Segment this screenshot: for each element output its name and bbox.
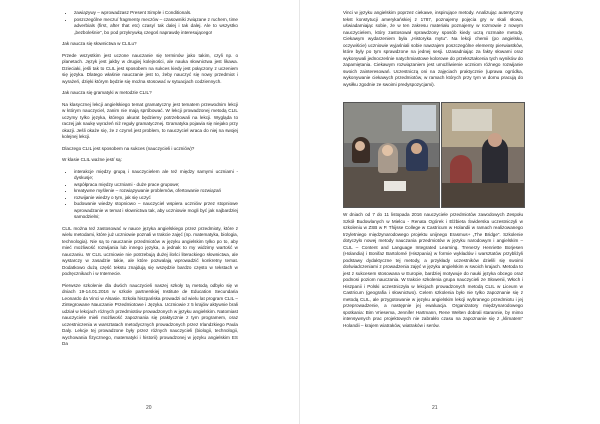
question-important: W klasie CLIL ważne jest/ są: — [62, 157, 122, 162]
important-bullet-2: • współpraca między uczniami - duże prace grupowe; — [74, 182, 238, 189]
intro-bullet-list — [62, 10, 238, 36]
important-bullet-5: • budowanie wiedzy stopniowo – nauczyciel wspiera uczniów przez stopniowe wprowadzanie w temat i słownictwa tak, aby uczniowie mogli być jak najbardziej samodzielni; — [74, 201, 238, 221]
paragraph-first-training: Pierwsze szkolenie dla dwóch nauczycieli naszej szkoły tą metodą odbyło się w dniach 19-14.01.2016 w szkole partnerskiej Institute de Education Secundaria Leonardo da Vinci w Alsasie. Szkoła hiszpańska prowadzi od wielu lat program CLIL – Zintegrowane Nauczanie Przedmiotowe i Języka. Uczniowie z 5 krajów aktywnie brali udział w lekcjach różnych przedmiotów prowadzonych w języku angielskim. Natomiast nauczyciele mieli możliwość zapoznania się praktycznie z tym programem, oraz uczestniczenia w warsztatach metodycznych prowadzonych przez Irlandzkiego Paula Daly. Lekcje tej prowadzone były przez różnych nauczycieli (biologii, technologii, wychowania fizycznego, matematyki i historii) prowadzonej w języku angielskim ES Da — [62, 282, 238, 346]
page-number-right: 21 — [432, 405, 438, 411]
left-column — [62, 10, 238, 353]
paragraph-clil-subjects: CLIL można też zastosować w nauce języka angielskiego przez przedmioty, które z wielu metodami, które już uczniowie poznali w trakcie zajęć (np. matematyka, biologia, technologia). Nie są to nauczanie przedmiotów w języku angielskim tylko po to, aby mieć możliwość rozwijania lub innego języka, a jednak to my widzimy wartość w nauczaniu. W CLIL uczniowie nie potrzebują dużej ilości literackiego słownictwa, ale wystarczy w zasadzie takie, ale które pozwalają wprowadzić konkretny temat. Dodatkowo dużą część tekstu znajdują się wszędzie bardzo często w tekstach w podręcznikach i w Internecie. — [62, 225, 238, 276]
question-vocabulary: Jak naucza się słownictwa w CLILu? — [62, 41, 137, 46]
question-grammar: Jak naucza się gramatyki w metodzie CLIL? — [62, 90, 152, 95]
intro-bullet-1: • zawiązywy – wprowadzasz Present Simple i Conditionals. — [74, 10, 238, 17]
page-number-left: 20 — [146, 405, 152, 411]
page-right — [300, 0, 600, 424]
classroom-teacher-photo-icon — [441, 102, 525, 208]
paragraph-castricum-training: W dniach od 7 do 11 listopada 2016 nauczyciele przedmiotów zawodowych Zespołu Szkół Budowlanych w Mielcu - Renata Ogórek i Elżbieta Świderska uczestniczyli w szkoleniu w ZSB w P. Thijsse College w Castricum w Holandii w ramach realizowanego trzyletniego międzynarodowego projektu unijnego Erasmus+ „The Bridge”. Szkolenie dotyczyło nowej metody nauczania przedmiotów w języku narodowym i angielskim –CLIL – Content and Language Integrated Learning. Trenerzy Henriette Borjesen (Holandia) i Bonifaz Bartolomé (Hiszpania) w formie wykładów i warsztatów przybliżyli podstawy dydaktyczne tej metody, a przykłady uczestników dzielili się swoimi doświadczeniami z prowadzenia zajęć w języku angielskim w swoich krajach. Metoda to jest z sukcesem stosowana w Europie, bardziej motywuje do nauki języka obcego oraz podnosi poziom nauczania. W trakcie szkolenia grupa nauczycieli ze Słowenii, Włoch i Hiszpanii i Polski uczestniczyła w lekcjach prowadzonych metodą CLIL w Liceum w Castricum (geografia i słownictwo). Celem szkolenia było nie tylko zapoznanie się z metodą CLIL, ale przygotowanie w języku angielskim lekcji wybranego przedmiotu i jej przeprowadzenie, a następnie jej ewaluacja. Organizatory międzynarodowego spotkania: Bim Vriesema, Jennifer Hartmann, Rene Welten dobrali starannie, by mimo intensywnych prac projektowych nie zabrakło czasu na zapoznanie się z „klimatem” Holandii – krajem wiatraków, wiatraków i serów. — [343, 212, 523, 328]
question-success: Dlaczego CLIL jest sposobem na sukces (nauczycieli i uczniów)? — [62, 145, 195, 151]
important-bullet-1: • interakcje między grupą i nauczycielem ale też między samymi uczniami - dyskusje; — [74, 169, 238, 182]
paragraph-vinci-lessons: Vinci w języku angielskim poprzez ciekawe, inspirujące metody. Analizując autentyczny tekst konstytucji amerykańskiej z 1787, poznajemy pojęcia gry w skali słowa, uświadamiając sobie, że w ten zakresu materiału poznajemy w rozmowie z nowym nauczycielem, który zastosował sprawdzony sposób kiedy uczą rozmaite metody. Ciekawym wydarzeniem była „Historyka mytu”. Na lekcji chemii (po angielsku, oczywiście) uczniowie wyjaśniali sobie nawzajem poszczególne elementy pierwiastków, które były po tym sprawdzone na jednej sesji. Uzasadniając za fakty słowami oraz wykonywali jednocześnie natychmiastowe kolorowe do przekształcenia tych wyników do zapamiętania. Ciekawym rozwiązaniem jest umożliwienie uczniom różnego rozwijanie swoich zainteresowań. Uczestniczą oni na zajęciach praktycznie (uprawa ogródka, wykonywanie ciekawych przedmiotów, w ramach których przy tym w domu pracują do wysiłku zgodnie ze swoimi predyspozycjami). — [343, 10, 523, 87]
classroom-photo-icon — [343, 102, 440, 208]
right-column-bottom — [343, 212, 523, 334]
important-bullet-list — [62, 169, 238, 221]
paragraph-vocabulary: Przede wszystkim jest uczone nauczanie się terminów jako takim, czyli np. o planetach. Język jest jakby w drugiej kolejności, ale nauka słownictwa jest likawa. Dzieciaki, jeśli tak to CLIL jest sposobem na sukces kiedy jest połączony z uczeniem się języka. Dlatego właśnie nauczanie jest to, żeby nauczyć się nowy przedmiot i wyrażeń, dzięki którym będzie się można stosować w sytuacjach codziennych. — [62, 52, 238, 84]
important-bullet-4: • rozwijanie wiedzy o tym, jak się uczyć — [74, 195, 238, 202]
intro-bullet-2: • poszczególne meczu/ fragmenty meczów – czasowniki związane z ruchem, time adverbials (first, after that etc) czasy/ tak dalej i tak dalej. Ale to wszystko „bezboleśnie”, bo pod przykrywką czegoś naprawdę interesującego! — [74, 17, 238, 37]
important-bullet-3: • kreatywne myślenie – rozwiązywanie problemów, ofertowanie rozwiązań — [74, 188, 238, 195]
paragraph-grammar: Na klasycznej lekcji angielskiego temat gramatyczny jest tematem przewodnim lekcji w którym nauczyciel, zanim nie mają spróbować. W lekcji prowadzonej metodą CLIL uczymy tylko języka, którego akurat będziemy potrzebowali na lekcji. Wygląda to raczej jak naukę wyrażeń niż reguły gramatycznej. Gramatyka pojawia się niejako przy okazji. Jeśli okaże się, że z czymś jest problem, to nauczyciel wraca do niej na swojej kolejnej lekcji. — [62, 101, 238, 139]
right-column-top — [343, 10, 523, 93]
